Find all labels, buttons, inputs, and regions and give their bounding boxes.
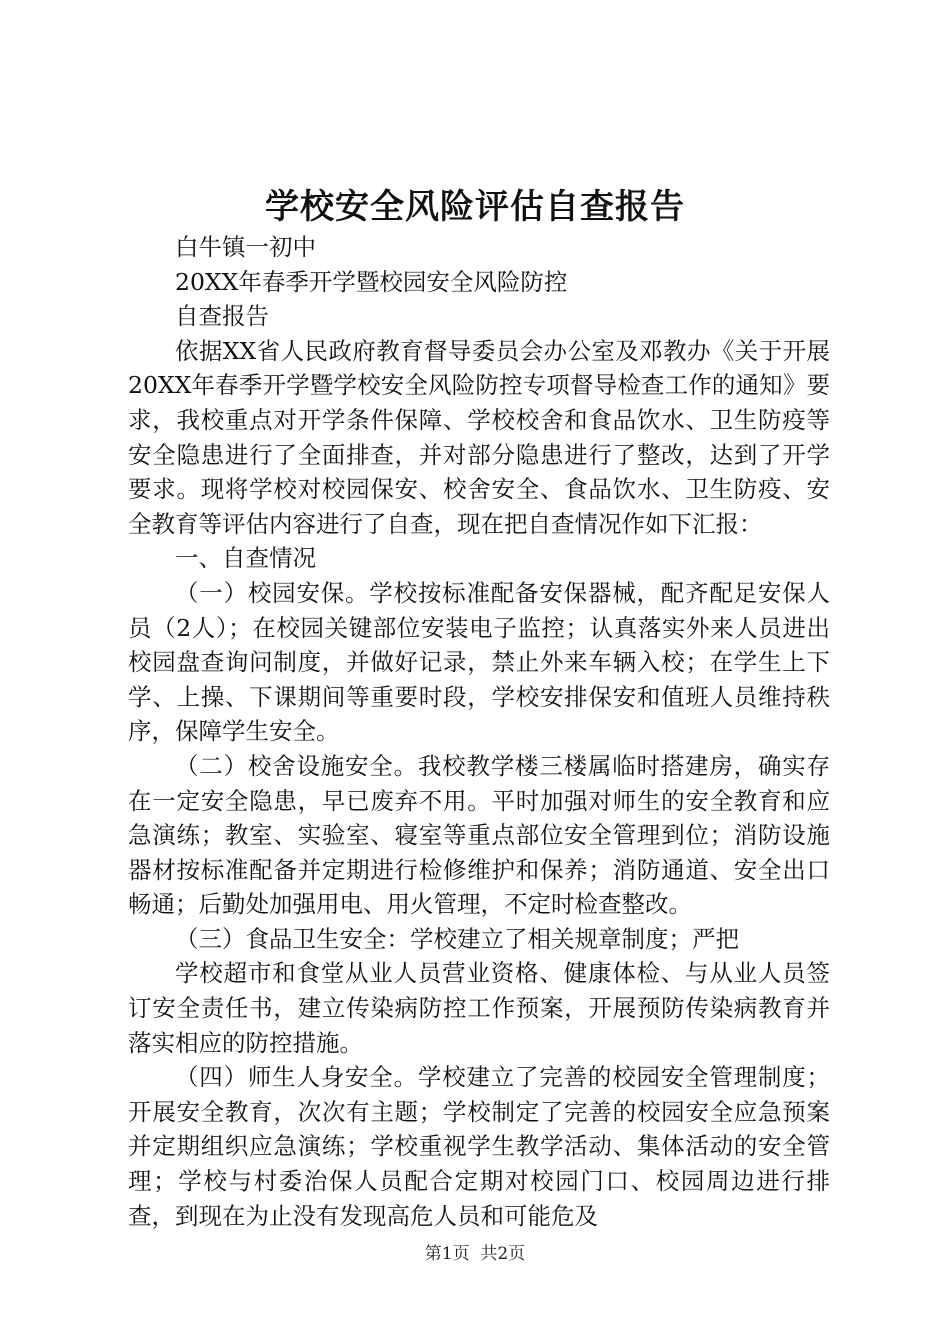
body-paragraph: （四）师生人身安全。学校建立了完善的校园安全管理制度；开展安全教育，次次有主题；学校制定了完善的校园安全应急预案并定期组织应急演练；学校重视学生教学活动、集体活动的安全管理；学校与村委治保人员配合定期对校园门口、校园周边进行排查，到现在为止没有发现高危人员和可能危及 (128, 1063, 830, 1230)
document-body (128, 230, 830, 1233)
page-footer (0, 1242, 950, 1266)
body-paragraph: 学校超市和食堂从业人员营业资格、健康体检、与从业人员签订安全责任书，建立传染病防控工作预案，开展预防传染病教育并落实相应的防控措施。 (128, 959, 830, 1057)
report-subtitle: 20XX年春季开学暨校园安全风险防控 (175, 267, 568, 296)
body-paragraph: （二）校舍设施安全。我校教学楼三楼属临时搭建房，确实存在一定安全隐患，早已废弃不用。平时加强对师生的安全教育和应急演练；教室、实验室、寝室等重点部位安全管理到位；消防设施器材按标准配备并定期进行检修维护和保养；消防通道、安全出口畅通；后勤处加强用电、用火管理，不定时检查整改。 (128, 751, 830, 919)
document-title: 学校安全风险评估自查报告 (265, 187, 685, 227)
section-heading: 一、自查情况 (175, 544, 316, 573)
body-paragraph: 依据XX省人民政府教育督导委员会办公室及邓教办《关于开展20XX年春季开学暨学校安全风险防控专项督导检查工作的通知》要求，我校重点对开学条件保障、学校校舍和食品饮水、卫生防疫等安全隐患进行了全面排查，并对部分隐患进行了整改，达到了开学要求。现将学校对校园保安、校舍安全、食品饮水、卫生防疫、安全教育等评估内容进行了自查，现在把自查情况作如下汇报： (128, 336, 830, 538)
report-subtitle-2: 自查报告 (175, 302, 269, 331)
school-name: 白牛镇一初中 (175, 233, 316, 261)
page-number: 第1页 共2页 (424, 1244, 526, 1264)
body-paragraph: （一）校园安保。学校按标准配备安保器械，配齐配足安保人员（2人）；在校园关键部位安装电子监控；认真落实外来人员进出校园盘查询问制度，并做好记录，禁止外来车辆入校；在学生上下学、上操、下课期间等重要时段，学校安排保安和值班人员维持秩序，保障学生安全。 (128, 578, 830, 746)
body-paragraph: （三）食品卫生安全：学校建立了相关规章制度；严把 (175, 924, 739, 953)
